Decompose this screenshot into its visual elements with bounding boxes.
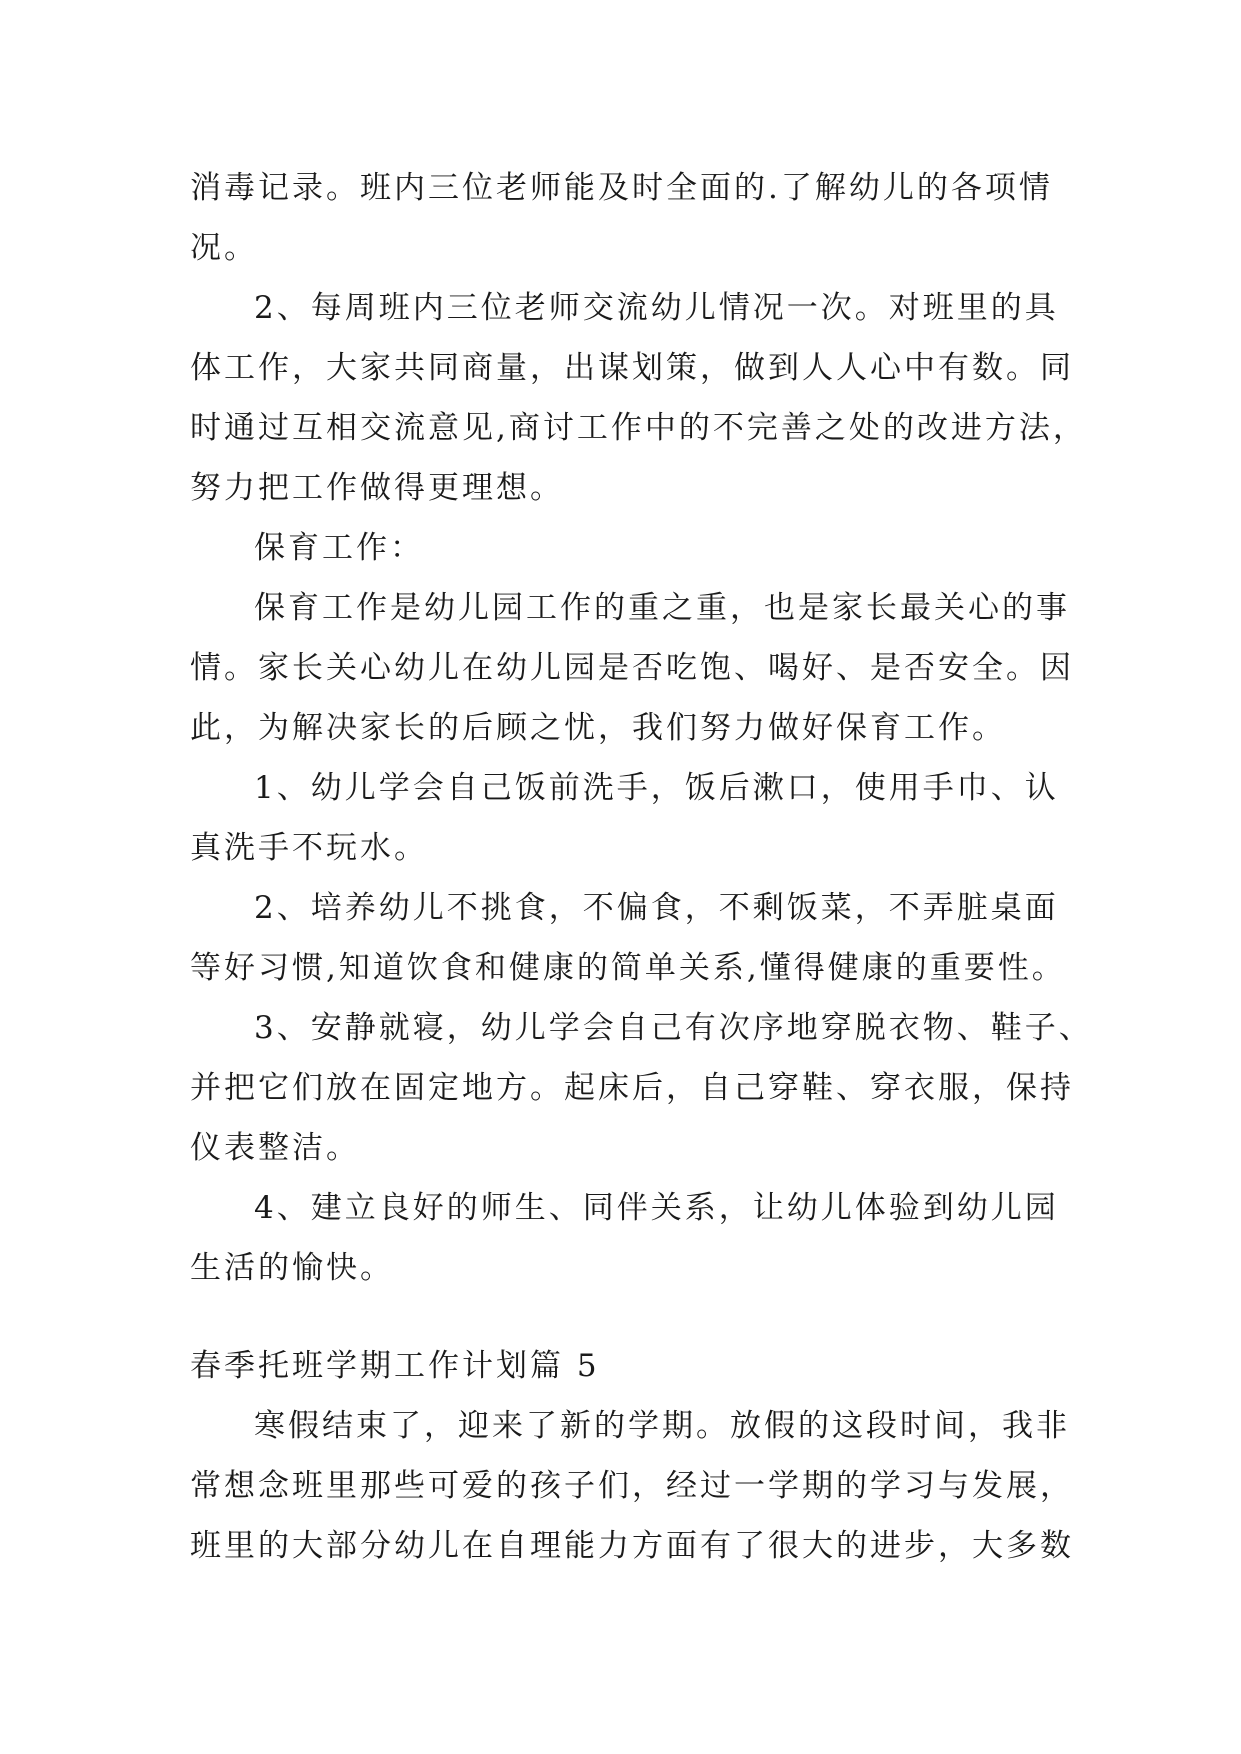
text-line: 此，为解决家长的后顾之忧，我们努力做好保育工作。 bbox=[190, 710, 1006, 746]
paragraph-start: 4、建立良好的师生、同伴关系，让幼儿体验到幼儿园 bbox=[254, 1190, 1059, 1226]
text-line: 常想念班里那些可爱的孩子们，经过一学期的学习与发展， bbox=[190, 1468, 1074, 1504]
text-line: 时通过互相交流意见,商讨工作中的不完善之处的改进方法， bbox=[190, 410, 1087, 446]
text-line: 并把它们放在固定地方。起床后，自己穿鞋、穿衣服，保持 bbox=[190, 1070, 1074, 1106]
paragraph-start: 3、安静就寝，幼儿学会自己有次序地穿脱衣物、鞋子、 bbox=[254, 1010, 1093, 1046]
paragraph-start: 寒假结束了，迎来了新的学期。放假的这段时间，我非 bbox=[254, 1408, 1070, 1444]
text-line: 真洗手不玩水。 bbox=[190, 830, 428, 866]
text-line: 体工作，大家共同商量，出谋划策，做到人人心中有数。同 bbox=[190, 350, 1074, 386]
paragraph-start: 2、每周班内三位老师交流幼儿情况一次。对班里的具 bbox=[254, 290, 1059, 326]
text-line: 况。 bbox=[190, 230, 258, 266]
section-title: 春季托班学期工作计划篇 5 bbox=[190, 1348, 600, 1384]
text-line: 仪表整洁。 bbox=[190, 1130, 360, 1166]
text-line: 班里的大部分幼儿在自理能力方面有了很大的进步，大多数 bbox=[190, 1528, 1074, 1564]
text-line: 生活的愉快。 bbox=[190, 1250, 394, 1286]
paragraph-start: 保育工作是幼儿园工作的重之重，也是家长最关心的事 bbox=[254, 590, 1070, 626]
paragraph-start: 1、幼儿学会自己饭前洗手，饭后漱口，使用手巾、认 bbox=[254, 770, 1059, 806]
text-line: 消毒记录。班内三位老师能及时全面的.了解幼儿的各项情 bbox=[190, 170, 1053, 206]
text-line: 情。家长关心幼儿在幼儿园是否吃饱、喝好、是否安全。因 bbox=[190, 650, 1074, 686]
subheading: 保育工作： bbox=[254, 530, 424, 566]
text-line: 努力把工作做得更理想。 bbox=[190, 470, 564, 506]
document-body bbox=[190, 158, 1093, 1576]
paragraph-start: 2、培养幼儿不挑食，不偏食，不剩饭菜，不弄脏桌面 bbox=[254, 890, 1059, 926]
text-line: 等好习惯,知道饮食和健康的简单关系,懂得健康的重要性。 bbox=[190, 950, 1066, 986]
